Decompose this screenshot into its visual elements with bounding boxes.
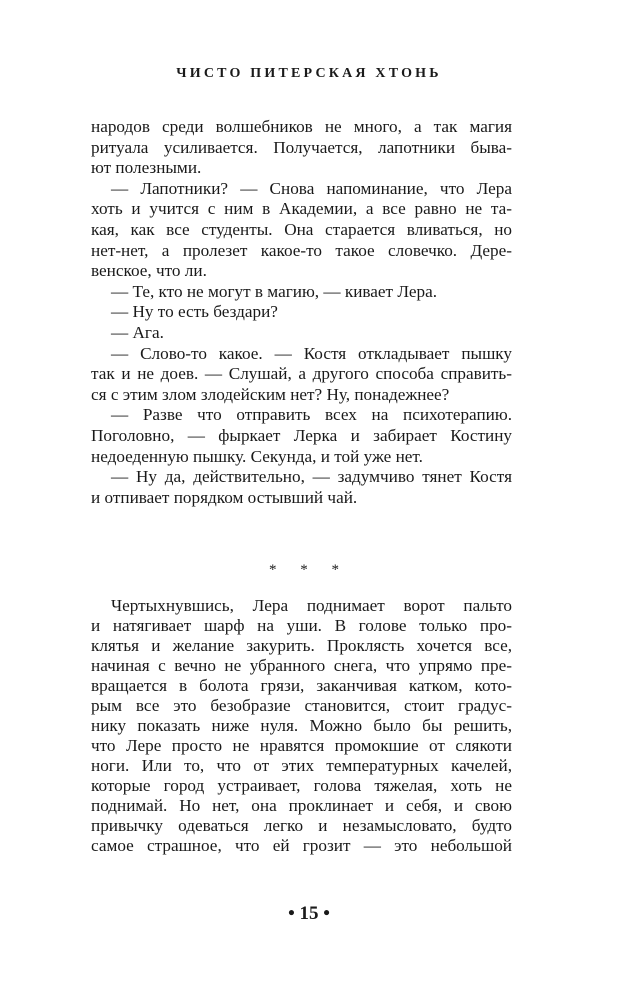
text-line: ся с этим злом злодейским нет? Ну, понадежнее? — [91, 384, 450, 404]
text-line: ют полезными. — [91, 158, 202, 178]
text-line: нет-нет, а пролезет какое-то такое словечко. Дере- — [91, 240, 512, 260]
text-line: венское, что ли. — [91, 261, 207, 281]
text-line: нику показать ниже нуля. Можно было бы решить, — [91, 716, 512, 735]
text-line: поднимай. Но нет, она проклинает и себя, и свою — [91, 796, 512, 815]
text-line: которые город устраивает, голова тяжелая, хоть не — [91, 776, 512, 795]
text-line: вращается в болота грязи, заканчивая катком, кото- — [91, 676, 512, 695]
text-line: ритуала усиливается. Получается, лапотники быва- — [91, 137, 512, 157]
text-line: что Лере просто не нравятся промокшие от слякоти — [91, 736, 512, 755]
text-line: народов среди волшебников не много, а так магия — [91, 117, 512, 136]
text-line: так и не доев. — Слушай, а другого способа справить- — [91, 364, 512, 384]
text-line: и отпивает порядком остывший чай. — [91, 487, 358, 507]
text-line: рым все это безобразие становится, стоит градус- — [91, 696, 512, 715]
text-line: хоть и учится с ним в Академии, а все равно не та- — [91, 199, 512, 219]
text-line: — Ну то есть бездари? — [111, 302, 278, 322]
text-line: Поголовно, — фыркает Лерка и забирает Костину — [91, 425, 512, 445]
text-block-narrative — [91, 596, 512, 856]
text-line: Чертыхнувшись, Лера поднимает ворот пальто — [111, 596, 512, 615]
text-line: — Ну да, действительно, — задумчиво тянет Костя — [111, 467, 512, 487]
text-line: клятья и желание закурить. Проклясть хочется все, — [91, 636, 512, 655]
text-line: — Слово-то какое. — Костя откладывает пышку — [111, 343, 512, 363]
text-block-dialogue — [91, 117, 512, 508]
text-line: начиная с вечно не убранного снега, что упрямо пре- — [91, 656, 512, 675]
text-line: и натягивает шарф на уши. В голове только про- — [91, 616, 512, 635]
text-line: недоеденную пышку. Секунда, и той уже нет. — [91, 446, 423, 466]
text-line: — Те, кто не могут в магию, — кивает Лера. — [111, 281, 438, 301]
section-separator: * * * — [269, 562, 349, 578]
page-number: • 15 • — [288, 903, 330, 924]
running-head: ЧИСТО ПИТЕРСКАЯ ХТОНЬ — [176, 66, 442, 81]
text-line: ноги. Или то, что от этих температурных качелей, — [91, 756, 512, 775]
text-line: — Лапотники? — Снова напоминание, что Лера — [111, 178, 512, 198]
text-line: самое страшное, что ей грозит — это небольшой — [91, 836, 512, 855]
text-line: — Разве что отправить всех на психотерапию. — [111, 405, 512, 425]
text-line: — Ага. — [111, 322, 164, 342]
text-line: привычку одеваться легко и незамысловато, будто — [91, 816, 512, 835]
text-line: кая, как все студенты. Она старается вливаться, но — [91, 219, 512, 239]
